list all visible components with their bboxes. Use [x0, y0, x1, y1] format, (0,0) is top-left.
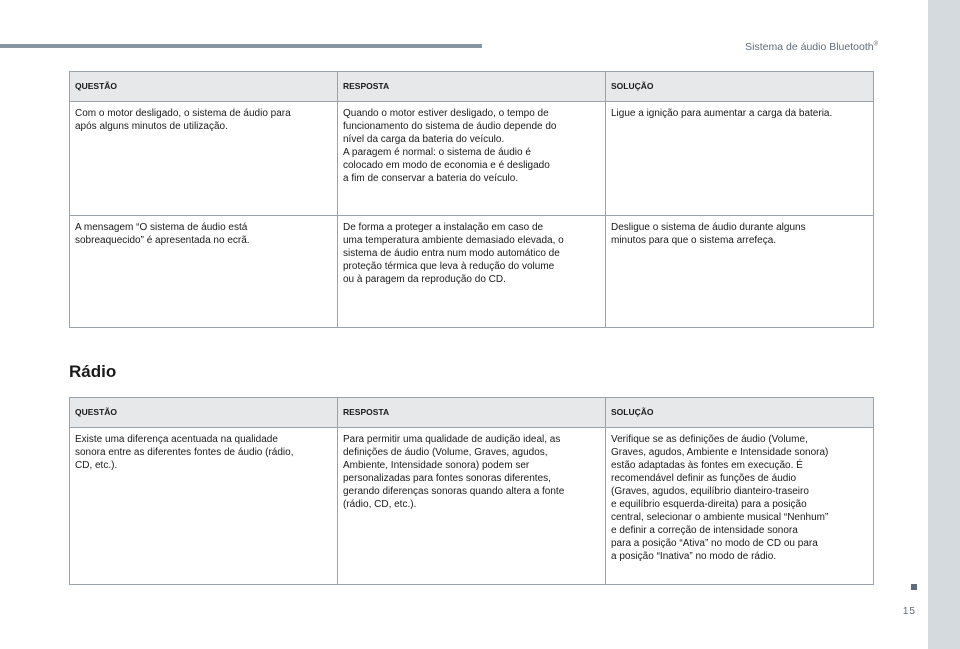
column-header-solution: SOLUÇÃO — [606, 398, 874, 428]
running-header — [745, 41, 878, 53]
section-title-radio: Rádio — [69, 362, 117, 381]
solution-cell: Verifique se as definições de áudio (Volume, Graves, agudos, Ambiente e Intensidade sonora) estão adaptadas às fontes em execução. É recomendável definir as funções de áudio (Graves, agudos, equilíbrio dianteiro-traseiro e equilíbrio esquerda-direita) para a posição central, selecionar o ambiente musical “Nenhum” e definir a correção de intensidade sonora para a posição “Ativa” no modo de CD ou para a posição “Inativa” no modo de rádio. — [606, 428, 874, 585]
page-number: 15 — [902, 606, 916, 617]
answer-cell: Para permitir uma qualidade de audição ideal, as definições de áudio (Volume, Graves, agudos, Ambiente, Intensidade sonora) podem ser personalizadas para fontes sonoras diferentes, gerando diferenças sonoras quando altera a fonte (rádio, CD, etc.). — [338, 428, 606, 585]
solution-cell: Desligue o sistema de áudio durante alguns minutos para que o sistema arrefeça. — [606, 216, 874, 328]
question-cell: Com o motor desligado, o sistema de áudio para após alguns minutos de utilização. — [70, 102, 338, 216]
audio-troubleshooting-table — [69, 71, 874, 328]
page-marker — [911, 584, 917, 590]
column-header-solution: SOLUÇÃO — [606, 72, 874, 102]
column-header-question: QUESTÃO — [70, 398, 338, 428]
column-header-answer: RESPOSTA — [338, 398, 606, 428]
running-header-title: Sistema de áudio Bluetooth — [745, 41, 874, 53]
solution-cell: Ligue a ignição para aumentar a carga da bateria. — [606, 102, 874, 216]
side-band — [928, 0, 960, 649]
table-row — [70, 102, 874, 216]
table-header-row — [70, 72, 874, 102]
question-cell: Existe uma diferença acentuada na qualidade sonora entre as diferentes fontes de áudio (rádio, CD, etc.). — [70, 428, 338, 585]
table-header-row — [70, 398, 874, 428]
table-row — [70, 216, 874, 328]
column-header-answer: RESPOSTA — [338, 72, 606, 102]
question-cell: A mensagem “O sistema de áudio está sobreaquecido” é apresentada no ecrã. — [70, 216, 338, 328]
table-row — [70, 428, 874, 585]
column-header-question: QUESTÃO — [70, 72, 338, 102]
answer-cell: Quando o motor estiver desligado, o tempo de funcionamento do sistema de áudio depende do nível da carga da bateria do veículo. A paragem é normal: o sistema de áudio é colocado em modo de economia e é desligado a fim de conservar a bateria do veículo. — [338, 102, 606, 216]
answer-cell: De forma a proteger a instalação em caso de uma temperatura ambiente demasiado elevada, o sistema de áudio entra num modo automático de proteção térmica que leva à redução do volume ou à paragem da reprodução do CD. — [338, 216, 606, 328]
registered-mark: ® — [873, 41, 878, 48]
radio-troubleshooting-table — [69, 397, 874, 585]
header-rule — [0, 44, 482, 48]
